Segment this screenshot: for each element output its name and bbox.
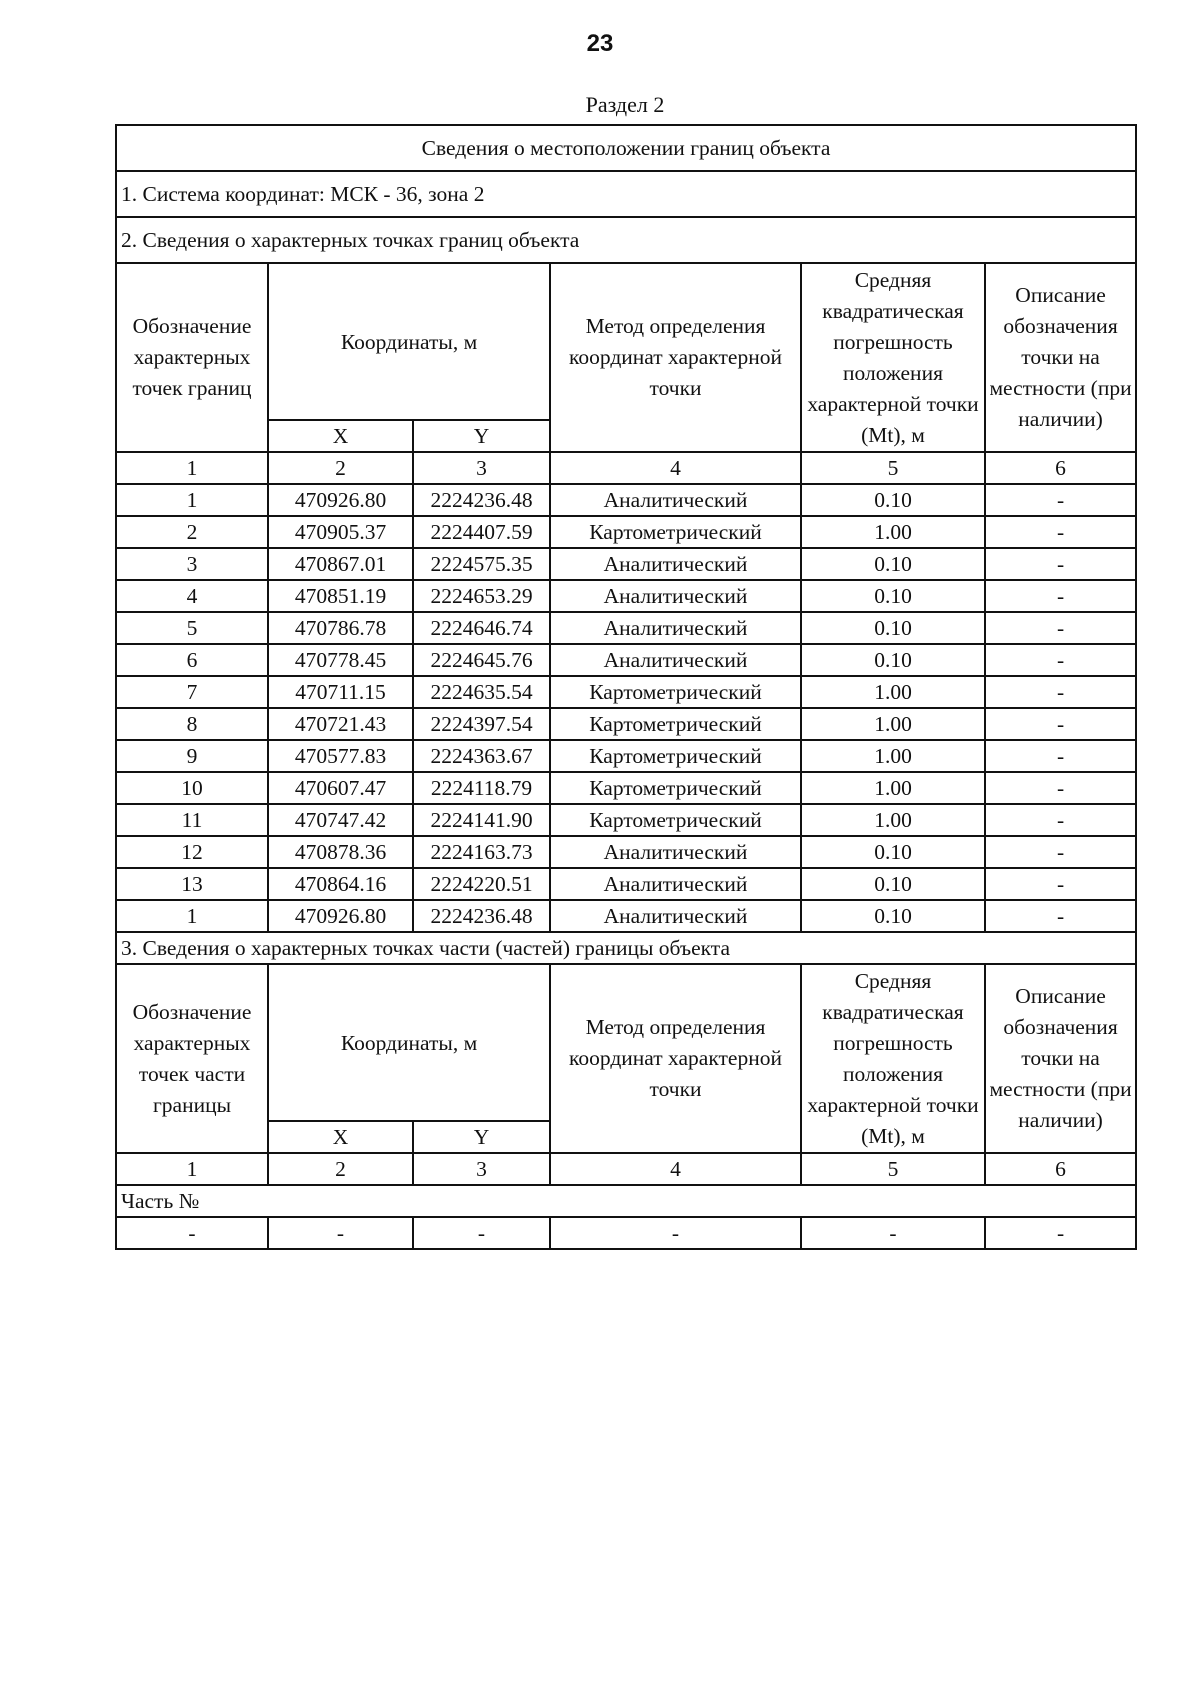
coord-x: 470926.80 bbox=[268, 900, 413, 932]
coord-x: 470905.37 bbox=[268, 516, 413, 548]
table-row bbox=[116, 676, 1136, 708]
method: Аналитический bbox=[550, 484, 801, 516]
method: Картометрический bbox=[550, 708, 801, 740]
column-number: 3 bbox=[413, 452, 550, 484]
column-number: 2 bbox=[268, 1153, 413, 1185]
point-id: 8 bbox=[116, 708, 268, 740]
column-number: 5 bbox=[801, 452, 985, 484]
description: - bbox=[985, 580, 1136, 612]
part-header-error: Средняя квадратическая погрешность положения характерной точки (Mt), м bbox=[801, 964, 985, 1153]
error: 0.10 bbox=[801, 484, 985, 516]
method: Аналитический bbox=[550, 900, 801, 932]
method: Картометрический bbox=[550, 740, 801, 772]
part-header-x: X bbox=[268, 1121, 413, 1153]
description: - bbox=[985, 676, 1136, 708]
error: 0.10 bbox=[801, 580, 985, 612]
method: Картометрический bbox=[550, 804, 801, 836]
column-number: 4 bbox=[550, 1153, 801, 1185]
header-error: Средняя квадратическая погрешность положения характерной точки (Mt), м bbox=[801, 263, 985, 452]
point-id: 11 bbox=[116, 804, 268, 836]
error: 0.10 bbox=[801, 548, 985, 580]
table-row bbox=[116, 516, 1136, 548]
error: 0.10 bbox=[801, 836, 985, 868]
part-cell: - bbox=[985, 1217, 1136, 1249]
point-id: 2 bbox=[116, 516, 268, 548]
table-row bbox=[116, 612, 1136, 644]
point-id: 3 bbox=[116, 548, 268, 580]
description: - bbox=[985, 740, 1136, 772]
description: - bbox=[985, 612, 1136, 644]
method: Аналитический bbox=[550, 612, 801, 644]
method: Картометрический bbox=[550, 772, 801, 804]
header-point-designation: Обозначение характерных точек границ bbox=[116, 263, 268, 452]
point-id: 1 bbox=[116, 900, 268, 932]
part-cell: - bbox=[268, 1217, 413, 1249]
point-id: 9 bbox=[116, 740, 268, 772]
table-title: Сведения о местоположении границ объекта bbox=[116, 125, 1136, 171]
table-title-row bbox=[116, 125, 1136, 171]
part-points-title-row bbox=[116, 932, 1136, 964]
coord-y: 2224646.74 bbox=[413, 612, 550, 644]
coord-x: 470747.42 bbox=[268, 804, 413, 836]
column-number: 5 bbox=[801, 1153, 985, 1185]
header-method: Метод определения координат характерной точки bbox=[550, 263, 801, 452]
point-id: 7 bbox=[116, 676, 268, 708]
error: 1.00 bbox=[801, 516, 985, 548]
error: 0.10 bbox=[801, 868, 985, 900]
method: Аналитический bbox=[550, 836, 801, 868]
coord-x: 470721.43 bbox=[268, 708, 413, 740]
coord-x: 470867.01 bbox=[268, 548, 413, 580]
point-id: 1 bbox=[116, 484, 268, 516]
boundary-table bbox=[115, 124, 1137, 1250]
header-row bbox=[116, 263, 1136, 420]
coord-y: 2224635.54 bbox=[413, 676, 550, 708]
description: - bbox=[985, 484, 1136, 516]
description: - bbox=[985, 548, 1136, 580]
part-label-row bbox=[116, 1185, 1136, 1217]
coord-y: 2224363.67 bbox=[413, 740, 550, 772]
point-id: 12 bbox=[116, 836, 268, 868]
coord-y: 2224645.76 bbox=[413, 644, 550, 676]
description: - bbox=[985, 516, 1136, 548]
coord-y: 2224141.90 bbox=[413, 804, 550, 836]
coord-x: 470926.80 bbox=[268, 484, 413, 516]
page-number: 23 bbox=[586, 30, 614, 57]
table-row bbox=[116, 740, 1136, 772]
column-number: 2 bbox=[268, 452, 413, 484]
method: Аналитический bbox=[550, 548, 801, 580]
description: - bbox=[985, 804, 1136, 836]
description: - bbox=[985, 868, 1136, 900]
error: 0.10 bbox=[801, 644, 985, 676]
method: Картометрический bbox=[550, 676, 801, 708]
part-cell: - bbox=[550, 1217, 801, 1249]
error: 1.00 bbox=[801, 772, 985, 804]
part-cell: - bbox=[801, 1217, 985, 1249]
coord-system: 1. Система координат: МСК - 36, зона 2 bbox=[116, 171, 1136, 217]
table-row bbox=[116, 836, 1136, 868]
coord-x: 470711.15 bbox=[268, 676, 413, 708]
description: - bbox=[985, 644, 1136, 676]
section-label: Раздел 2 bbox=[585, 92, 665, 117]
coord-y: 2224575.35 bbox=[413, 548, 550, 580]
table-row bbox=[116, 484, 1136, 516]
error: 1.00 bbox=[801, 708, 985, 740]
header-description: Описание обозначения точки на местности (при наличии) bbox=[985, 263, 1136, 452]
part-label: Часть № bbox=[116, 1185, 1136, 1217]
column-number: 1 bbox=[116, 1153, 268, 1185]
part-points-title: 3. Сведения о характерных точках части (частей) границы объекта bbox=[116, 932, 1136, 964]
coord-y: 2224397.54 bbox=[413, 708, 550, 740]
coord-x: 470878.36 bbox=[268, 836, 413, 868]
table-row bbox=[116, 772, 1136, 804]
description: - bbox=[985, 900, 1136, 932]
column-number: 1 bbox=[116, 452, 268, 484]
coord-x: 470778.45 bbox=[268, 644, 413, 676]
part-cell: - bbox=[413, 1217, 550, 1249]
coord-system-row bbox=[116, 171, 1136, 217]
column-number: 3 bbox=[413, 1153, 550, 1185]
table-row bbox=[116, 580, 1136, 612]
table-row bbox=[116, 548, 1136, 580]
point-id: 13 bbox=[116, 868, 268, 900]
points-title-row bbox=[116, 217, 1136, 263]
header-y: Y bbox=[413, 420, 550, 452]
part-header-description: Описание обозначения точки на местности (при наличии) bbox=[985, 964, 1136, 1153]
part-header-y: Y bbox=[413, 1121, 550, 1153]
coord-y: 2224236.48 bbox=[413, 900, 550, 932]
error: 0.10 bbox=[801, 612, 985, 644]
coord-y: 2224653.29 bbox=[413, 580, 550, 612]
error: 1.00 bbox=[801, 804, 985, 836]
description: - bbox=[985, 772, 1136, 804]
method: Аналитический bbox=[550, 580, 801, 612]
method: Аналитический bbox=[550, 644, 801, 676]
coord-y: 2224220.51 bbox=[413, 868, 550, 900]
column-numbers-row bbox=[116, 452, 1136, 484]
column-number: 4 bbox=[550, 452, 801, 484]
coord-y: 2224163.73 bbox=[413, 836, 550, 868]
point-id: 6 bbox=[116, 644, 268, 676]
coord-y: 2224118.79 bbox=[413, 772, 550, 804]
error: 1.00 bbox=[801, 676, 985, 708]
table-row bbox=[116, 900, 1136, 932]
error: 0.10 bbox=[801, 900, 985, 932]
coord-y: 2224236.48 bbox=[413, 484, 550, 516]
part-cell: - bbox=[116, 1217, 268, 1249]
description: - bbox=[985, 836, 1136, 868]
coord-x: 470786.78 bbox=[268, 612, 413, 644]
point-id: 4 bbox=[116, 580, 268, 612]
point-id: 5 bbox=[116, 612, 268, 644]
table-row bbox=[116, 708, 1136, 740]
coord-x: 470607.47 bbox=[268, 772, 413, 804]
table-row bbox=[116, 868, 1136, 900]
method: Картометрический bbox=[550, 516, 801, 548]
coord-x: 470577.83 bbox=[268, 740, 413, 772]
part-header-point-designation: Обозначение характерных точек части границы bbox=[116, 964, 268, 1153]
table-row bbox=[116, 644, 1136, 676]
coord-x: 470851.19 bbox=[268, 580, 413, 612]
coord-y: 2224407.59 bbox=[413, 516, 550, 548]
description: - bbox=[985, 708, 1136, 740]
error: 1.00 bbox=[801, 740, 985, 772]
coord-x: 470864.16 bbox=[268, 868, 413, 900]
column-number: 6 bbox=[985, 452, 1136, 484]
column-number: 6 bbox=[985, 1153, 1136, 1185]
part-header-coordinates: Координаты, м bbox=[268, 964, 550, 1121]
part-header-row bbox=[116, 964, 1136, 1121]
part-header-method: Метод определения координат характерной точки bbox=[550, 964, 801, 1153]
part-table-row bbox=[116, 1217, 1136, 1249]
method: Аналитический bbox=[550, 868, 801, 900]
point-id: 10 bbox=[116, 772, 268, 804]
part-column-numbers-row bbox=[116, 1153, 1136, 1185]
table-row bbox=[116, 804, 1136, 836]
points-title: 2. Сведения о характерных точках границ объекта bbox=[116, 217, 1136, 263]
header-x: X bbox=[268, 420, 413, 452]
header-coordinates: Координаты, м bbox=[268, 263, 550, 420]
